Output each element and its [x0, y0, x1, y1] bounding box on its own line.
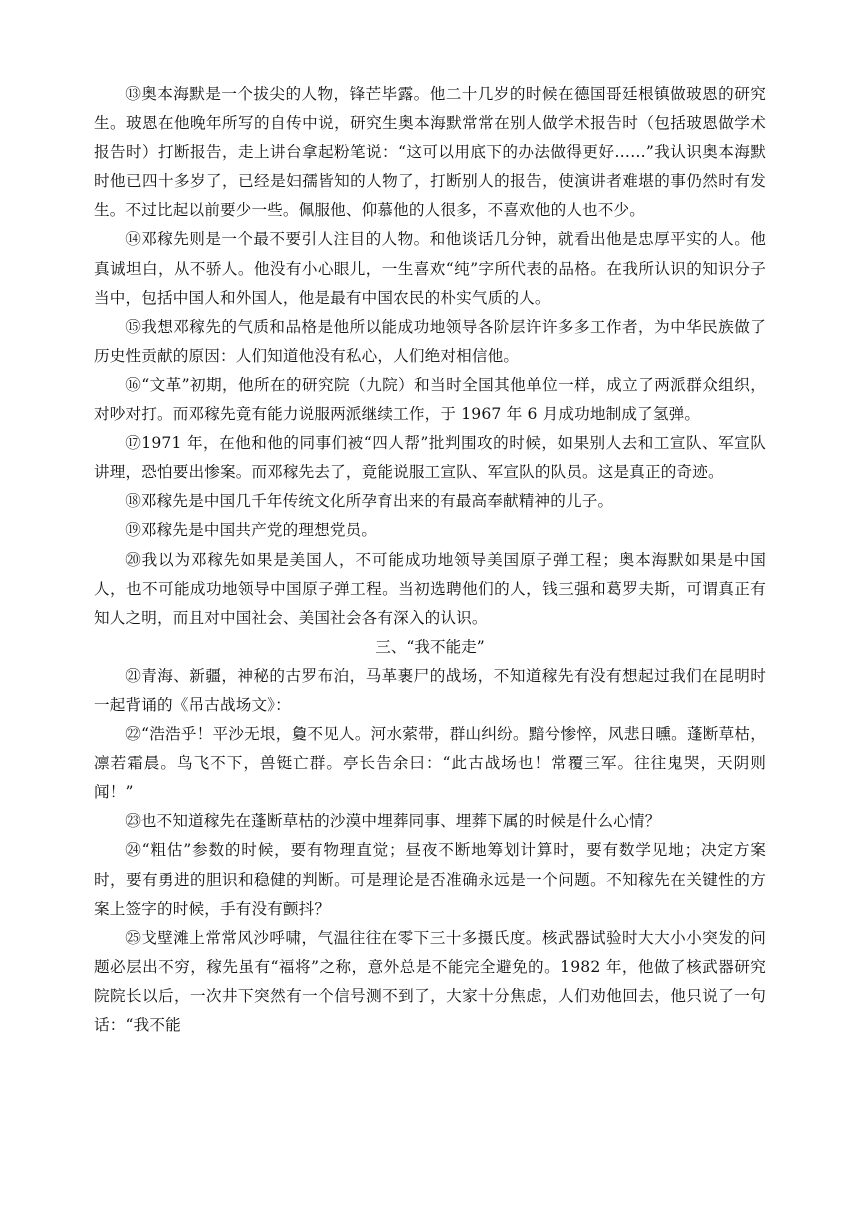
paragraph-18: ⑱邓稼先是中国几千年传统文化所孕育出来的有最高奉献精神的儿子。 — [125, 492, 614, 511]
document-page — [94, 80, 766, 1040]
paragraph-16: ⑯“文革”初期，他所在的研究院（九院）和当时全国其他单位一样，成立了两派群众组织，对吵对打。而邓稼先竟有能力说服两派继续工作，于 1967 年 6 月成功地制成了氢弹。 — [94, 375, 766, 424]
section-heading: 三、“我不能走” — [375, 637, 485, 656]
paragraph-15: ⑮我想邓稼先的气质和品格是他所以能成功地领导各阶层许许多多工作者，为中华民族做了历史性贡献的原因：人们知道他没有私心，人们绝对相信他。 — [94, 317, 766, 365]
paragraph-14: ⑭邓稼先则是一个最不要引人注目的人物。和他谈话几分钟，就看出他是忠厚平实的人。他真诚坦白，从不骄人。他没有小心眼儿，一生喜欢“纯”字所代表的品格。在我所认识的知识分子当中，包括中国人和外国人，他是最有中国农民的朴实气质的人。 — [94, 230, 766, 307]
paragraph-17: ⑰1971 年，在他和他的同事们被“四人帮”批判围攻的时候，如果别人去和工宣队、军宣队讲理，恐怕要出惨案。而邓稼先去了，竟能说服工宣队、军宣队的队员。这是真正的奇迹。 — [94, 434, 766, 482]
paragraph-13: ⑬奥本海默是一个拔尖的人物，锋芒毕露。他二十几岁的时候在德国哥廷根镇做玻恩的研究生。玻恩在他晚年所写的自传中说，研究生奥本海默常常在别人做学术报告时（包括玻恩做学术报告时）打断报告，走上讲台拿起粉笔说：“这可以用底下的办法做得更好……”我认识奥本海默时他已四十多岁了，已经是妇孺皆知的人物了，打断别人的报告，使演讲者难堪的事仍然时有发生。不过比起以前要少一些。佩服他、仰慕他的人很多，不喜欢他的人也不少。 — [94, 85, 766, 220]
paragraph-24: ㉔“粗估”参数的时候，要有物理直觉；昼夜不断地筹划计算时，要有数学见地；决定方案时，要有勇进的胆识和稳健的判断。可是理论是否准确永远是一个问题。不知稼先在关键性的方案上签字的时候，手有没有颤抖？ — [94, 841, 766, 918]
paragraph-20: ⑳我以为邓稼先如果是美国人，不可能成功地领导美国原子弹工程；奥本海默如果是中国人，也不可能成功地领导中国原子弹工程。当初选聘他们的人，钱三强和葛罗夫斯，可谓真正有知人之明，而且对中国社会、美国社会各有深入的认识。 — [94, 550, 766, 627]
paragraph-22: ㉒“浩浩乎！平沙无垠，敻不见人。河水萦带，群山纠纷。黯兮惨悴，风悲日曛。蓬断草枯，凛若霜晨。鸟飞不下，兽铤亡群。亭长告余曰：“此古战场也！常覆三军。往往鬼哭，天阴则闻！” — [94, 725, 766, 802]
paragraph-23: ㉓也不知道稼先在蓬断草枯的沙漠中埋葬同事、埋葬下属的时候是什么心情？ — [125, 812, 661, 831]
paragraph-19: ⑲邓稼先是中国共产党的理想党员。 — [125, 521, 378, 540]
paragraph-25: ㉕戈壁滩上常常风沙呼啸，气温往往在零下三十多摄氏度。核武器试验时大大小小突发的问题必层出不穷，稼先虽有“福将”之称，意外总是不能完全避免的。1982 年，他做了核武器研究院院长以后，一次井下突然有一个信号测不到了，大家十分焦虑，人们劝他回去，他只说了一句话：“我不能 — [94, 928, 766, 1034]
paragraph-21: ㉑青海、新疆，神秘的古罗布泊，马革裹尸的战场，不知道稼先有没有想起过我们在昆明时一起背诵的《吊古战场文》： — [94, 666, 766, 714]
